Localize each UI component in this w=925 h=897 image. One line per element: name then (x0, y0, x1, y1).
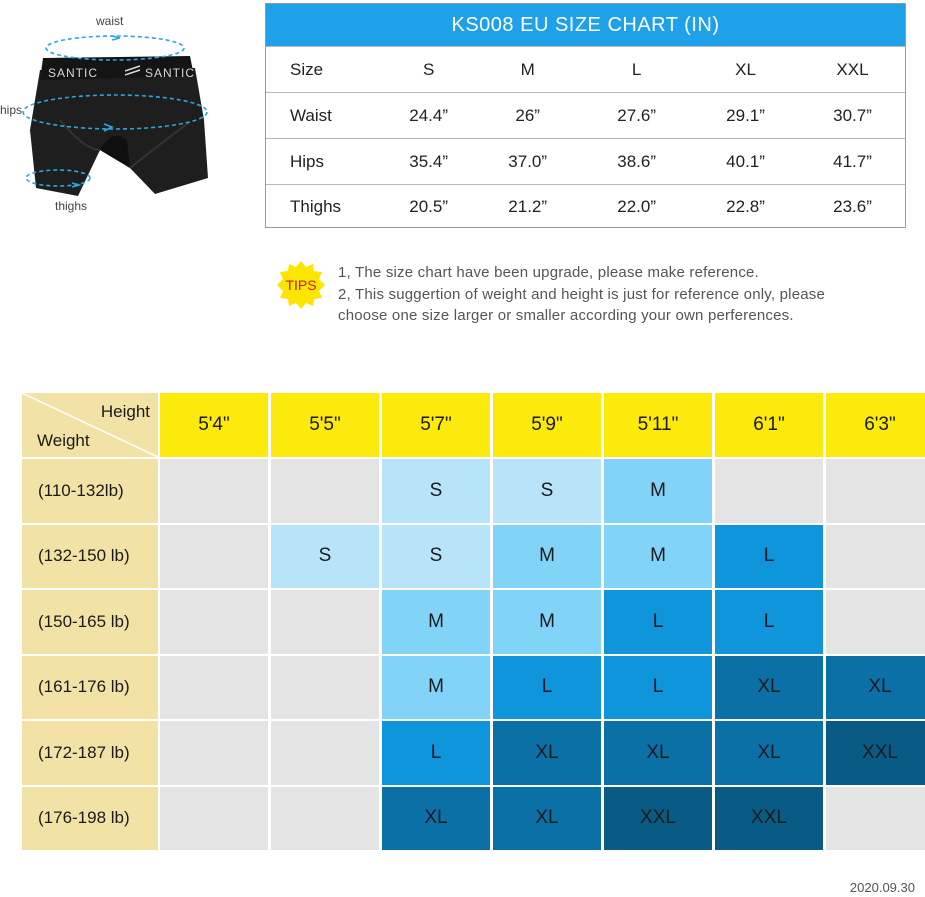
chart-date: 2020.09.30 (849, 880, 915, 895)
height-header: 5'9" (493, 393, 601, 457)
empty-cell (271, 656, 379, 720)
table-cell: XL (735, 59, 756, 79)
waist-label: waist (96, 14, 124, 28)
table-cell: XXL (836, 59, 869, 79)
size-recommendation-grid (22, 393, 923, 856)
size-cell: S (493, 459, 601, 523)
table-cell: 29.1” (726, 105, 765, 125)
table-cell: 27.6” (617, 105, 656, 125)
tips-line: 2, This suggertion of weight and height is just for reference only, please (338, 285, 826, 303)
tips-badge (276, 260, 326, 310)
table-cell: L (631, 59, 642, 79)
waistband-brand-right: SANTIC (145, 66, 196, 80)
size-cell: M (382, 656, 490, 720)
size-cell: S (271, 525, 379, 589)
weight-label: (176-198 lb) (22, 787, 158, 851)
size-cell: L (493, 656, 601, 720)
size-chart-table (265, 3, 906, 228)
table-cell: 22.0” (617, 196, 656, 216)
shorts-illustration (0, 0, 240, 225)
size-cell: M (382, 590, 490, 654)
size-cell: XXL (604, 787, 712, 851)
size-cell: M (493, 525, 601, 589)
table-cell: 37.0” (508, 151, 548, 171)
table-cell: 26” (515, 105, 540, 125)
size-cell: XXL (715, 787, 823, 851)
size-cell: XL (493, 787, 601, 851)
hips-label: hips (0, 103, 23, 117)
size-cell: XXL (826, 721, 925, 785)
corner-weight-label: Weight (37, 431, 90, 450)
table-cell: Size (290, 59, 324, 79)
size-cell: L (382, 721, 490, 785)
size-chart-title: KS008 EU SIZE CHART (IN) (266, 4, 905, 46)
empty-cell (160, 787, 268, 851)
table-cell: 24.4” (409, 105, 449, 125)
tips-text (338, 262, 908, 327)
table-cell: 23.6” (833, 196, 872, 216)
table-cell: Thighs (290, 196, 342, 216)
empty-cell (826, 459, 925, 523)
size-cell: XL (382, 787, 490, 851)
height-header: 5'4" (160, 393, 268, 457)
size-cell: L (604, 656, 712, 720)
table-cell: 35.4” (409, 151, 449, 171)
size-cell: XL (715, 721, 823, 785)
height-header: 5'5" (271, 393, 379, 457)
weight-label: (161-176 lb) (22, 656, 158, 720)
grid-corner (22, 393, 158, 457)
height-header: 6'3" (826, 393, 925, 457)
empty-cell (160, 590, 268, 654)
empty-cell (271, 590, 379, 654)
height-header: 6'1" (715, 393, 823, 457)
size-chart-header-row (266, 46, 905, 92)
tips-line: choose one size larger or smaller according your own perferences. (338, 307, 794, 324)
tips-label: TIPS (285, 277, 317, 293)
table-cell: 30.7” (833, 105, 872, 125)
size-cell: M (493, 590, 601, 654)
waistband-brand-left: SANTIC (48, 66, 99, 80)
thighs-label: thighs (55, 199, 88, 213)
size-cell: XL (715, 656, 823, 720)
weight-label: (150-165 lb) (22, 590, 158, 654)
empty-cell (160, 525, 268, 589)
size-cell: XL (604, 721, 712, 785)
weight-label: (172-187 lb) (22, 721, 158, 785)
empty-cell (160, 459, 268, 523)
empty-cell (826, 787, 925, 851)
size-cell: M (604, 459, 712, 523)
empty-cell (826, 590, 925, 654)
empty-cell (715, 459, 823, 523)
size-cell: S (382, 525, 490, 589)
empty-cell (160, 721, 268, 785)
size-cell: XL (826, 656, 925, 720)
table-row (266, 92, 905, 138)
size-cell: L (715, 525, 823, 589)
corner-height-label: Height (100, 402, 150, 421)
table-cell: Waist (290, 105, 332, 125)
weight-label: (110-132lb) (22, 459, 158, 523)
tips-line: 1, The size chart have been upgrade, please make reference. (338, 264, 759, 281)
empty-cell (271, 459, 379, 523)
table-cell: 38.6” (617, 151, 656, 171)
table-cell: 22.8” (726, 196, 765, 216)
table-cell: 21.2” (508, 196, 548, 216)
empty-cell (160, 656, 268, 720)
height-header: 5'11" (604, 393, 712, 457)
table-row (266, 184, 905, 228)
size-cell: L (715, 590, 823, 654)
size-cell: L (604, 590, 712, 654)
table-row (266, 138, 905, 184)
table-cell: S (422, 59, 435, 79)
weight-label: (132-150 lb) (22, 525, 158, 589)
table-cell: 40.1” (726, 151, 765, 171)
size-cell: XL (493, 721, 601, 785)
empty-cell (271, 721, 379, 785)
table-cell: Hips (290, 151, 325, 171)
table-cell: M (520, 59, 535, 79)
size-cell: S (382, 459, 490, 523)
size-cell: M (604, 525, 712, 589)
shorts-figure (0, 0, 240, 225)
table-cell: 20.5” (409, 196, 449, 216)
empty-cell (826, 525, 925, 589)
height-header: 5'7" (382, 393, 490, 457)
empty-cell (271, 787, 379, 851)
table-cell: 41.7” (833, 151, 872, 171)
